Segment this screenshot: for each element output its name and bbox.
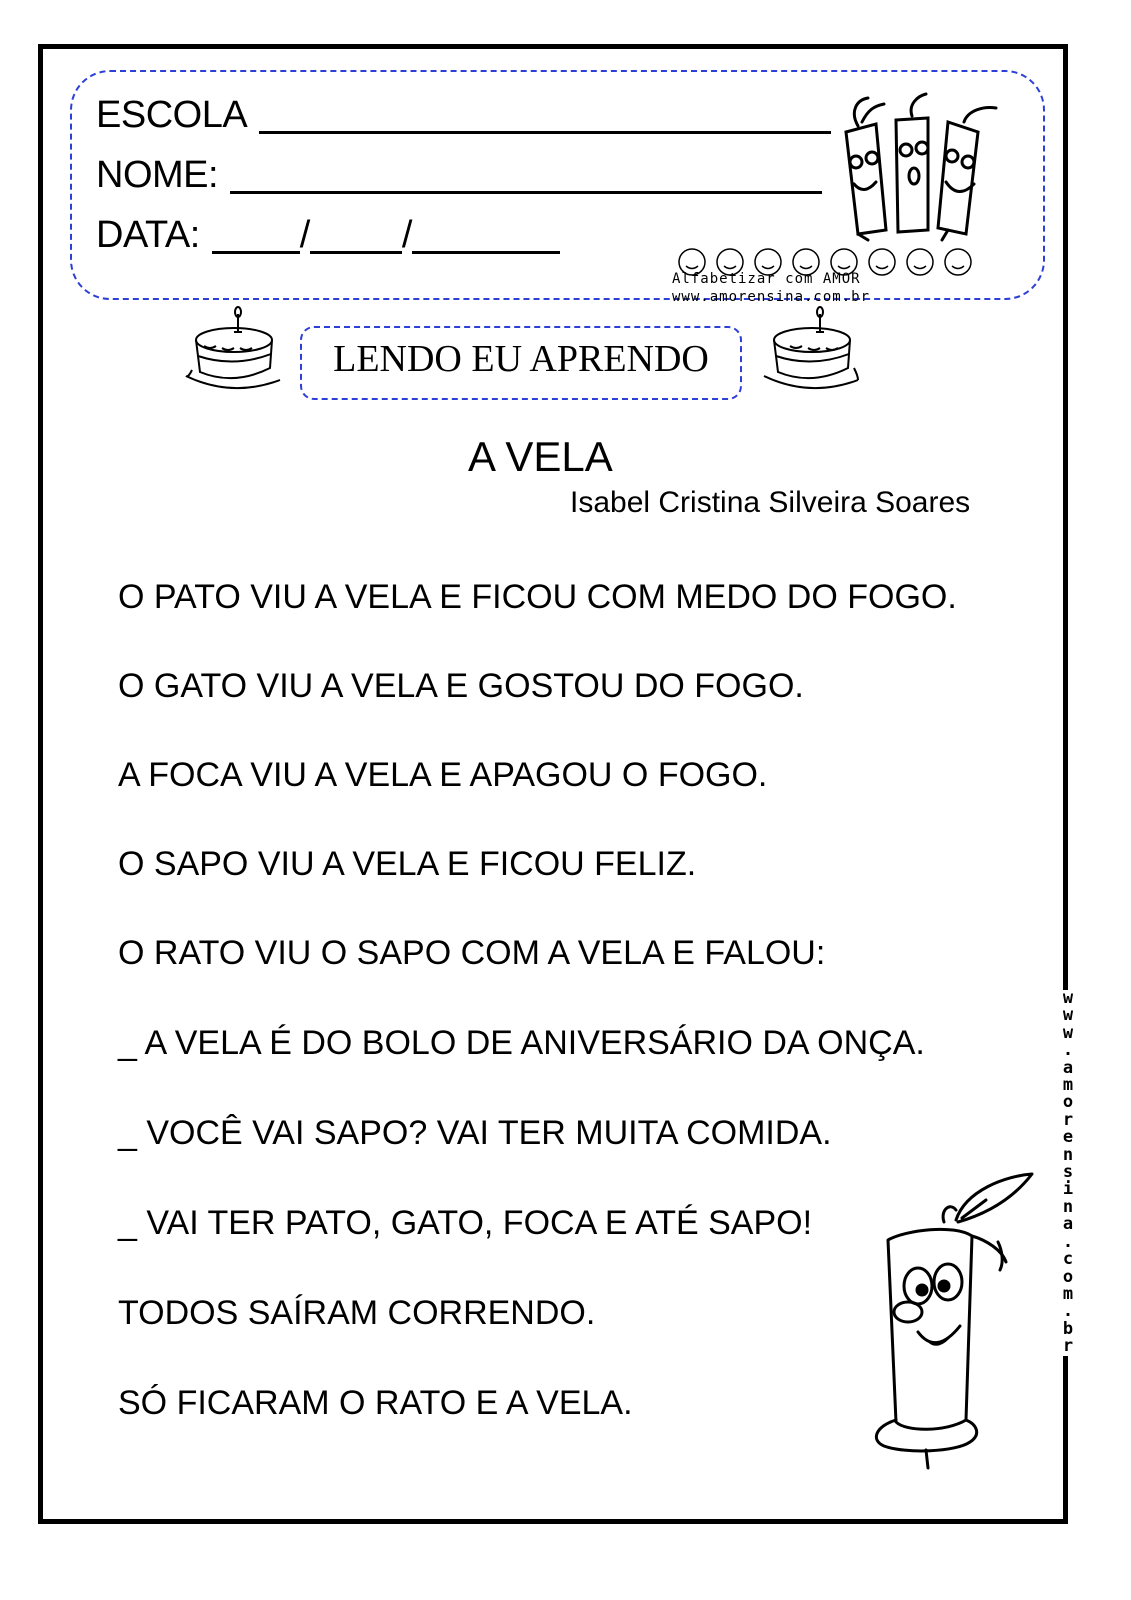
story-line: _ VAI TER PATO, GATO, FOCA E ATÉ SAPO! xyxy=(118,1204,813,1242)
side-url-char: b xyxy=(1062,1318,1074,1339)
school-blank[interactable] xyxy=(259,101,831,134)
side-url-char: r xyxy=(1062,1336,1074,1357)
side-url-char: o xyxy=(1062,1092,1074,1113)
side-url-char: w xyxy=(1062,988,1074,1008)
story-line: O RATO VIU O SAPO COM A VELA E FALOU: xyxy=(118,934,826,972)
date-month-blank[interactable] xyxy=(310,221,402,254)
side-url-char: a xyxy=(1062,1057,1074,1078)
brand-tagline: Alfabetizar com AMOR xyxy=(672,271,861,287)
side-url-char: . xyxy=(1062,1231,1074,1252)
name-blank[interactable] xyxy=(230,161,822,194)
candles-logo-icon xyxy=(828,92,1008,242)
side-url-char: . xyxy=(1062,1301,1074,1322)
side-url-char: n xyxy=(1062,1196,1074,1217)
name-label: NOME: xyxy=(96,154,219,196)
birthday-cake-icon xyxy=(182,306,282,398)
story-line: _ A VELA É DO BOLO DE ANIVERSÁRIO DA ONÇA. xyxy=(118,1024,925,1062)
banner-title: LENDO EU APRENDO xyxy=(333,338,709,380)
side-url-char: c xyxy=(1062,1249,1074,1270)
school-field xyxy=(96,96,831,134)
side-url-char: e xyxy=(1062,1127,1074,1148)
story-line: TODOS SAÍRAM CORRENDO. xyxy=(118,1294,596,1332)
candle-character-icon xyxy=(836,1170,1046,1470)
date-separator: / xyxy=(401,214,412,256)
story-author: Isabel Cristina Silveira Soares xyxy=(570,486,971,519)
side-url-char: n xyxy=(1062,1144,1074,1165)
story-title: A VELA xyxy=(468,433,613,480)
side-url-char: s xyxy=(1062,1162,1074,1183)
story-line: _ VOCÊ VAI SAPO? VAI TER MUITA COMIDA. xyxy=(118,1114,832,1152)
birthday-cake-icon xyxy=(760,306,860,398)
side-url-char: o xyxy=(1062,1266,1074,1287)
side-url-char: . xyxy=(1062,1040,1074,1061)
side-url-char: a xyxy=(1062,1214,1074,1235)
date-label: DATA: xyxy=(96,214,200,256)
brand-url: www.amorensina.com.br xyxy=(672,289,871,305)
date-separator: / xyxy=(299,214,310,256)
story-line: O GATO VIU A VELA E GOSTOU DO FOGO. xyxy=(118,667,804,705)
side-url-char: m xyxy=(1062,1075,1074,1096)
side-url-char: m xyxy=(1062,1283,1074,1304)
story-line: O PATO VIU A VELA E FICOU COM MEDO DO FOGO. xyxy=(118,578,957,616)
date-field xyxy=(96,216,560,254)
date-year-blank[interactable] xyxy=(412,221,560,254)
school-label: ESCOLA xyxy=(96,94,248,136)
story-line: SÓ FICARAM O RATO E A VELA. xyxy=(118,1384,633,1422)
story-line: O SAPO VIU A VELA E FICOU FELIZ. xyxy=(118,845,697,883)
story-line: A FOCA VIU A VELA E APAGOU O FOGO. xyxy=(118,756,768,794)
name-field xyxy=(96,156,822,194)
date-day-blank[interactable] xyxy=(212,221,300,254)
side-url-char: w xyxy=(1062,1005,1074,1026)
side-url-char: r xyxy=(1062,1109,1074,1130)
side-url-vertical xyxy=(1057,990,1079,1356)
side-url-char: i xyxy=(1062,1179,1074,1200)
side-url-char: w xyxy=(1062,1022,1074,1043)
